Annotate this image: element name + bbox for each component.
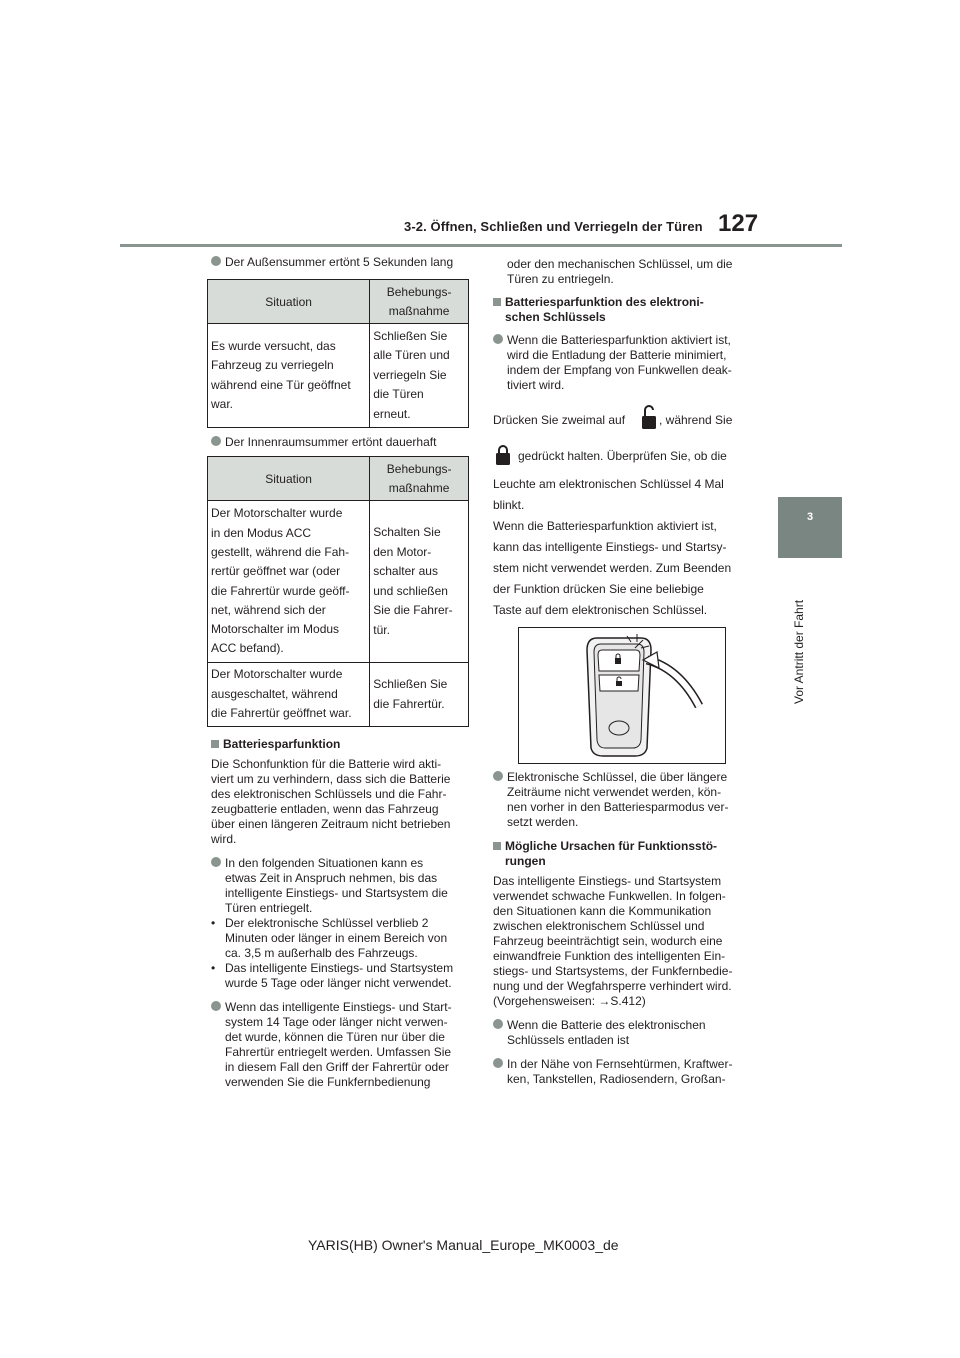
- section-title: 3-2. Öffnen, Schließen und Verriegeln der Türen: [404, 219, 703, 234]
- page-number: 127: [718, 210, 759, 237]
- electronic-key-icon: [519, 628, 725, 763]
- chapter-tab: 3: [778, 497, 842, 558]
- table-header-action: Behebungs- maßnahme: [370, 457, 469, 501]
- bullet-key-saver: Wenn die Batteriesparfunktion aktiviert ist, wird die Entladung der Batterie minimiert, indem der Empfang von Funkwellen deak- tiviert wird.: [493, 333, 761, 393]
- chapter-side-label: [792, 564, 812, 704]
- table-row: [208, 324, 469, 428]
- square-marker-icon: [211, 740, 219, 748]
- press-lines: Leuchte am elektronischen Schlüssel 4 Mal blinkt. Wenn die Batteriesparfunktion aktiviert ist, kann das intelligente Einstiegs- und Startsy- stem nicht verwendet werden. Zum Beenden der Funktion drücken Sie eine beliebige Taste auf dem elektronischen Schlüssel.: [493, 477, 732, 617]
- table-row: [208, 501, 469, 663]
- bullet-situations: In den folgenden Situationen kann es etwas Zeit in Anspruch nehmen, bis das intelligente Einstiegs- und Startsystem die Türen entriegelt.: [211, 856, 476, 916]
- battery-saver-text: Die Schonfunktion für die Batterie wird akti- viert um zu verhindern, dass sich die Batterie des elektronischen Schlüssels und die Fahr- zeugbatterie entladen, wenn das Fahrzeug über einen längeren Zeitraum nicht betrieben wird.: [211, 757, 451, 846]
- bullet-circle-icon: [493, 334, 503, 344]
- electronic-key-figure: [518, 627, 726, 764]
- bullet-key-battery: Wenn die Batterie des elektronischen Schlüssels entladen ist: [493, 1018, 763, 1048]
- press-line-2: gedrückt halten. Überprüfen Sie, ob die: [518, 449, 727, 463]
- bullet-circle-icon: [211, 857, 221, 867]
- table-header-situation: Situation: [208, 280, 370, 324]
- bullet-circle-icon: [211, 1001, 221, 1011]
- bullet-near: In der Nähe von Fernsehtürmen, Kraftwer- ken, Tankstellen, Radiosendern, Großan-: [493, 1057, 763, 1087]
- sub-item: • Das intelligente Einstiegs- und Startsystem wurde 5 Tage oder länger nicht verwendet.: [211, 961, 454, 990]
- table-cell-action: Schließen Sie alle Türen und verriegeln Sie die Türen erneut.: [370, 324, 469, 428]
- key-saver-heading: Batteriesparfunktion des elektroni- schen Schlüssels: [493, 295, 761, 325]
- right-column-top: [493, 257, 761, 393]
- bullet-circle-icon: [493, 771, 503, 781]
- bullet-circle-icon: [493, 1019, 503, 1029]
- table-row: [208, 663, 469, 727]
- bullet-inside-buzzer: Der Innenraumsummer ertönt dauerhaft: [211, 435, 471, 450]
- battery-saver-heading: Batteriesparfunktion: [211, 737, 476, 752]
- table-cell-situation: Der Motorschalter wurde ausgeschaltet, während die Fahrertür geöffnet war.: [208, 663, 370, 727]
- bullet-circle-icon: [211, 436, 221, 446]
- unlock-icon: [641, 404, 657, 430]
- footer-manual-id: YARIS(HB) Owner's Manual_Europe_MK0003_de: [308, 1237, 619, 1253]
- table-outside-buzzer: [207, 279, 469, 428]
- right-column-bottom: [493, 770, 763, 1087]
- bullet-long-unused: Elektronische Schlüssel, die über längere Zeiträume nicht verwendet werden, kön- nen vorher in den Batteriesparmodus ver- setzt werden.: [493, 770, 763, 830]
- table-header-action: Behebungs- maßnahme: [370, 280, 469, 324]
- bullet-14-days: Wenn das intelligente Einstiegs- und Start- system 14 Tage oder länger nicht verwen- det wurde, können die Türen nur über die Fahrertür entriegelt werden. Umfassen Sie in diesem Fall den Griff der Fahrertür oder verwenden Sie die Funkfernbedienung: [211, 1000, 476, 1090]
- header-rule: [120, 244, 842, 247]
- square-marker-icon: [493, 298, 501, 306]
- malfunction-heading: Mögliche Ursachen für Funktionsstö- rungen: [493, 839, 763, 869]
- chapter-title: Vor Antritt der Fahrt: [792, 599, 806, 704]
- press-line-1b: , während Sie: [659, 413, 733, 427]
- lock-icon: [495, 444, 511, 466]
- table-cell-action: Schließen Sie die Fahrertür.: [370, 663, 469, 727]
- table-header-situation: Situation: [208, 457, 370, 501]
- table-cell-situation: Es wurde versucht, das Fahrzeug zu verriegeln während eine Tür geöffnet war.: [208, 324, 370, 428]
- bullet-outside-buzzer: Der Außensummer ertönt 5 Sekunden lang: [211, 255, 471, 270]
- table-inside-buzzer: [207, 456, 469, 727]
- bullet-circle-icon: [211, 256, 221, 266]
- table-cell-action: Schalten Sie den Motor- schalter aus und schließen Sie die Fahrer- tür.: [370, 501, 469, 663]
- battery-saver-section: [211, 737, 476, 1090]
- table-cell-situation: Der Motorschalter wurde in den Modus ACC gestellt, während die Fah- rertür geöffnet war (oder die Fahrertür wurde geöff- net, während sich der Motorschalter im Modus ACC befand).: [208, 501, 370, 663]
- continuation-text: oder den mechanischen Schlüssel, um die Türen zu entriegeln.: [507, 257, 733, 286]
- malfunction-text: Das intelligente Einstiegs- und Startsystem verwendet schwache Funkwellen. In folgen- den Situationen kann die Kommunikation zwischen elektronischem Schlüssel und Fahrzeug beeinträchtigt sein, wodurch eine einwandfreie Funktion des intelligenten Ein- stiegs- und Startsystems, der Funkfernbedie- nung und der Wegfahrsperre verhindert wird. (Vorgehensweisen: →S.412): [493, 874, 733, 1008]
- press-line-1: Drücken Sie zweimal auf: [493, 413, 626, 427]
- sub-item: • Der elektronische Schlüssel verblieb 2 Minuten oder länger in einem Bereich von ca. 3,5 m außerhalb des Fahrzeugs.: [211, 916, 448, 960]
- square-marker-icon: [493, 842, 501, 850]
- bullet-circle-icon: [493, 1058, 503, 1068]
